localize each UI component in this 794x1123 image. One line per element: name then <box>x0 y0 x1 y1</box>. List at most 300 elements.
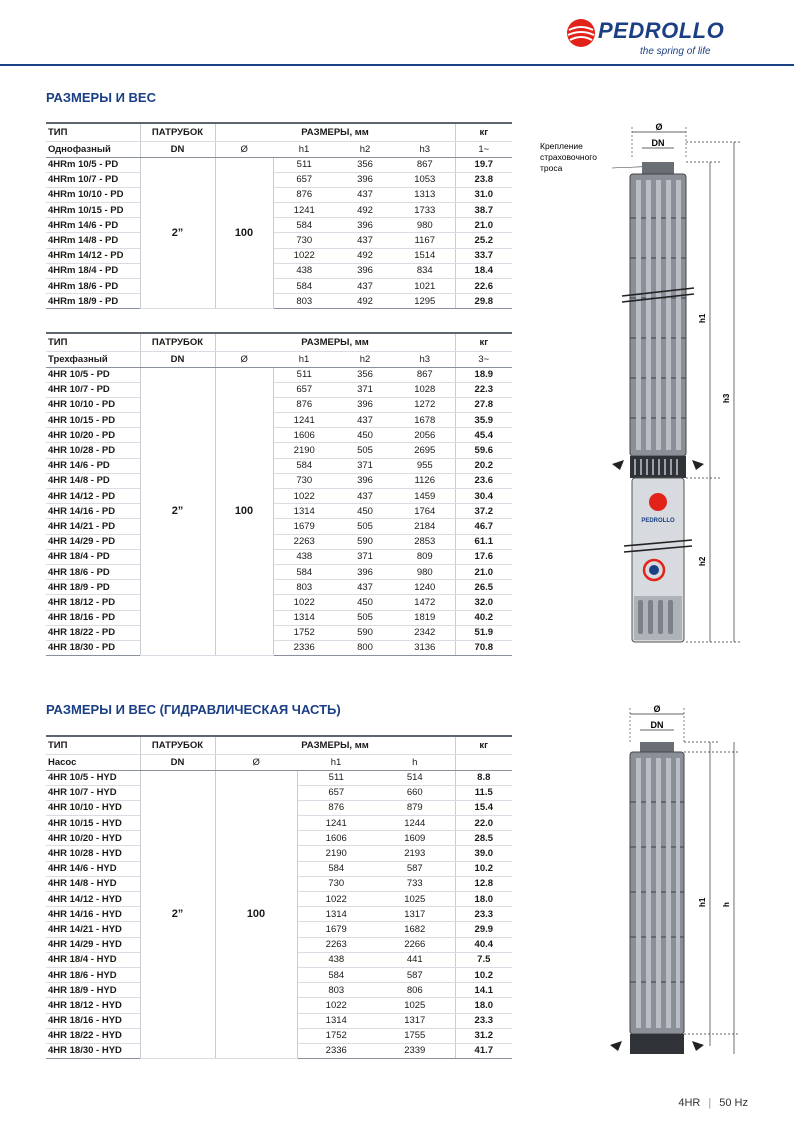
hyd-h-label: h <box>722 902 731 907</box>
cell-type: 4HR 18/9 - PD <box>46 580 140 595</box>
cell-h1: 1606 <box>297 831 375 846</box>
cell-h3: 867 <box>395 367 455 382</box>
cell-kg: 18.0 <box>455 998 512 1013</box>
header-divider <box>0 64 794 66</box>
table-row <box>46 428 512 443</box>
cell-h1: 584 <box>297 861 375 876</box>
cell-h3: 2853 <box>395 534 455 549</box>
cell-h1: 1679 <box>273 519 335 534</box>
cell-h1: 1241 <box>273 203 335 218</box>
cell-type: 4HR 14/6 - PD <box>46 458 140 473</box>
brand-name: PEDROLLO <box>598 18 725 43</box>
cell-h: 2193 <box>375 846 455 861</box>
cell-h3: 1678 <box>395 413 455 428</box>
cell-type: 4HR 18/22 - HYD <box>46 1028 140 1043</box>
cell-kg: 17.6 <box>455 549 512 564</box>
col-subheader-h1: h1 <box>297 754 375 770</box>
cell-kg: 61.1 <box>455 534 512 549</box>
cell-h3: 955 <box>395 458 455 473</box>
table-header-row <box>46 333 512 351</box>
cell-h2: 450 <box>335 428 395 443</box>
cell-type: 4HRm 18/9 - PD <box>46 294 140 309</box>
cell-type: 4HR 14/29 - HYD <box>46 937 140 952</box>
cell-kg: 8.8 <box>455 770 512 785</box>
cell-h2: 396 <box>335 397 395 412</box>
cell-type: 4HR 14/6 - HYD <box>46 861 140 876</box>
table-row <box>46 367 512 382</box>
hydraulic-dimension-drawing <box>590 702 770 1062</box>
cell-h3: 2184 <box>395 519 455 534</box>
col-subheader-type: Трехфазный <box>46 351 140 367</box>
cell-h1: 2263 <box>297 937 375 952</box>
cell-type: 4HRm 10/5 - PD <box>46 157 140 172</box>
col-header-port: ПАТРУБОК <box>140 333 215 351</box>
cell-h1: 876 <box>273 397 335 412</box>
cell-type: 4HR 14/8 - HYD <box>46 876 140 891</box>
col-subheader-type: Насос <box>46 754 140 770</box>
motor-brand-label: PEDROLLO <box>641 518 675 524</box>
cell-type: 4HR 18/6 - HYD <box>46 967 140 982</box>
cell-h1: 1314 <box>273 610 335 625</box>
cell-h3: 3136 <box>395 640 455 655</box>
cell-h1: 511 <box>273 367 335 382</box>
cell-dn: 2” <box>140 367 215 656</box>
col-header-port: ПАТРУБОК <box>140 736 215 754</box>
cell-h3: 1514 <box>395 248 455 263</box>
cell-h1: 511 <box>297 770 375 785</box>
cell-kg: 10.2 <box>455 967 512 982</box>
col-header-kg: кг <box>455 736 512 754</box>
table-row <box>46 172 512 187</box>
table-row <box>46 549 512 564</box>
cell-h1: 438 <box>273 549 335 564</box>
cell-h: 879 <box>375 800 455 815</box>
cell-h1: 876 <box>297 800 375 815</box>
cell-kg: 41.7 <box>455 1043 512 1058</box>
cell-h2: 505 <box>335 519 395 534</box>
cell-kg: 12.8 <box>455 876 512 891</box>
cell-h2: 396 <box>335 218 395 233</box>
diam-label: Ø <box>655 122 663 132</box>
cell-h3: 1240 <box>395 580 455 595</box>
cell-h2: 590 <box>335 625 395 640</box>
cell-kg: 22.0 <box>455 816 512 831</box>
footer-model: 4HR <box>678 1097 701 1109</box>
col-header-type: ТИП <box>46 736 140 754</box>
cell-h: 1682 <box>375 922 455 937</box>
cell-type: 4HR 10/5 - PD <box>46 367 140 382</box>
cell-h1: 2336 <box>273 640 335 655</box>
cell-kg: 15.4 <box>455 800 512 815</box>
table-subheader-row <box>46 351 512 367</box>
h1-label: h1 <box>698 313 707 323</box>
cell-kg: 38.7 <box>455 203 512 218</box>
table-row <box>46 534 512 549</box>
cell-type: 4HR 10/7 - PD <box>46 382 140 397</box>
table-subheader-row <box>46 141 512 157</box>
col-header-empty: РАЗМЕРЫ, мм <box>215 333 455 351</box>
cell-h1: 730 <box>273 233 335 248</box>
cell-h1: 2336 <box>297 1043 375 1058</box>
cell-h1: 1022 <box>297 998 375 1013</box>
cell-h1: 1241 <box>273 413 335 428</box>
cell-type: 4HR 10/20 - HYD <box>46 831 140 846</box>
col-subheader-h3: h3 <box>395 141 455 157</box>
cell-h3: 1472 <box>395 595 455 610</box>
table-row <box>46 443 512 458</box>
col-subheader-dn: DN <box>140 754 215 770</box>
cell-type: 4HR 10/5 - HYD <box>46 770 140 785</box>
cell-h: 1317 <box>375 907 455 922</box>
cell-dn: 2” <box>140 157 215 309</box>
col-subheader-phase: 1~ <box>455 141 512 157</box>
table-row <box>46 770 512 785</box>
cell-kg: 40.2 <box>455 610 512 625</box>
cell-h3: 1053 <box>395 172 455 187</box>
cell-type: 4HR 18/16 - PD <box>46 610 140 625</box>
cell-type: 4HR 10/15 - PD <box>46 413 140 428</box>
page-header <box>0 0 794 68</box>
cell-h1: 803 <box>297 983 375 998</box>
cell-h1: 657 <box>273 382 335 397</box>
cell-h: 1609 <box>375 831 455 846</box>
cell-h: 1755 <box>375 1028 455 1043</box>
col-header-empty: РАЗМЕРЫ, мм <box>215 123 455 141</box>
cell-h2: 492 <box>335 248 395 263</box>
cell-type: 4HR 18/16 - HYD <box>46 1013 140 1028</box>
cell-h1: 803 <box>273 580 335 595</box>
cell-kg: 30.4 <box>455 489 512 504</box>
table-row <box>46 640 512 655</box>
cell-h3: 1459 <box>395 489 455 504</box>
cell-h3: 1313 <box>395 187 455 202</box>
cell-kg: 37.2 <box>455 504 512 519</box>
cell-type: 4HR 18/30 - HYD <box>46 1043 140 1058</box>
cell-kg: 51.9 <box>455 625 512 640</box>
cell-kg: 39.0 <box>455 846 512 861</box>
table-row <box>46 279 512 294</box>
h2-label: h2 <box>698 556 707 566</box>
cell-kg: 46.7 <box>455 519 512 534</box>
brand-globe-icon <box>566 18 596 48</box>
table-row <box>46 564 512 579</box>
section-title-dimensions: РАЗМЕРЫ И ВЕС <box>46 90 156 105</box>
cell-h: 514 <box>375 770 455 785</box>
cell-h1: 2190 <box>273 443 335 458</box>
cell-type: 4HR 14/29 - PD <box>46 534 140 549</box>
table-header-row <box>46 736 512 754</box>
cell-h3: 867 <box>395 157 455 172</box>
cell-h3: 1028 <box>395 382 455 397</box>
cell-type: 4HR 10/10 - PD <box>46 397 140 412</box>
cell-kg: 28.5 <box>455 831 512 846</box>
cell-type: 4HR 14/16 - PD <box>46 504 140 519</box>
brand-logo <box>566 16 746 64</box>
cell-kg: 19.7 <box>455 157 512 172</box>
cell-h1: 1022 <box>297 892 375 907</box>
page-footer: 4HR | 50 Hz <box>678 1097 748 1109</box>
cell-kg: 21.0 <box>455 564 512 579</box>
cell-h3: 2056 <box>395 428 455 443</box>
cell-h: 587 <box>375 861 455 876</box>
cell-h1: 730 <box>297 876 375 891</box>
cell-h2: 396 <box>335 263 395 278</box>
cell-h1: 438 <box>297 952 375 967</box>
cell-kg: 29.8 <box>455 294 512 309</box>
cell-h3: 1295 <box>395 294 455 309</box>
table-row <box>46 203 512 218</box>
section-title-hydraulic: РАЗМЕРЫ И ВЕС (ГИДРАВЛИЧЕСКАЯ ЧАСТЬ) <box>46 702 341 717</box>
cell-h1: 584 <box>273 279 335 294</box>
cell-kg: 11.5 <box>455 785 512 800</box>
cell-h1: 1314 <box>273 504 335 519</box>
cell-h2: 371 <box>335 382 395 397</box>
cell-type: 4HR 14/21 - PD <box>46 519 140 534</box>
table-row <box>46 187 512 202</box>
cell-h: 1025 <box>375 998 455 1013</box>
col-header-dims: РАЗМЕРЫ, мм <box>215 736 455 754</box>
cell-type: 4HR 10/28 - PD <box>46 443 140 458</box>
col-subheader-phase: 3~ <box>455 351 512 367</box>
cell-type: 4HR 14/12 - HYD <box>46 892 140 907</box>
cell-h: 1244 <box>375 816 455 831</box>
col-subheader-h: h <box>375 754 455 770</box>
cell-h1: 1022 <box>273 248 335 263</box>
cell-kg: 23.3 <box>455 1013 512 1028</box>
cell-h3: 1819 <box>395 610 455 625</box>
col-header-type: ТИП <box>46 123 140 141</box>
table-row <box>46 625 512 640</box>
cell-h1: 803 <box>273 294 335 309</box>
cell-type: 4HR 18/12 - HYD <box>46 998 140 1013</box>
cell-kg: 14.1 <box>455 983 512 998</box>
cell-kg: 70.8 <box>455 640 512 655</box>
cell-h1: 1752 <box>273 625 335 640</box>
col-subheader-h1: h1 <box>273 141 335 157</box>
cell-kg: 7.5 <box>455 952 512 967</box>
cell-type: 4HR 14/16 - HYD <box>46 907 140 922</box>
cell-h2: 437 <box>335 580 395 595</box>
cell-diam: 100 <box>215 157 273 309</box>
cell-kg: 29.9 <box>455 922 512 937</box>
cell-h1: 511 <box>273 157 335 172</box>
cell-type: 4HRm 14/8 - PD <box>46 233 140 248</box>
cell-h3: 1764 <box>395 504 455 519</box>
col-subheader-diam: Ø <box>215 351 273 367</box>
cell-dn: 2” <box>140 770 215 1059</box>
cell-type: 4HR 18/4 - HYD <box>46 952 140 967</box>
table-row <box>46 473 512 488</box>
cell-type: 4HR 18/6 - PD <box>46 564 140 579</box>
cell-diam: 100 <box>215 367 273 656</box>
cell-h: 660 <box>375 785 455 800</box>
col-subheader-diam: Ø <box>215 141 273 157</box>
col-header-port: ПАТРУБОК <box>140 123 215 141</box>
col-subheader-dn: DN <box>140 351 215 367</box>
cell-h3: 980 <box>395 218 455 233</box>
cell-h: 587 <box>375 967 455 982</box>
col-subheader-h1: h1 <box>273 351 335 367</box>
cell-h2: 505 <box>335 443 395 458</box>
cell-type: 4HR 14/21 - HYD <box>46 922 140 937</box>
cell-type: 4HR 18/30 - PD <box>46 640 140 655</box>
table-row <box>46 294 512 309</box>
cell-h: 733 <box>375 876 455 891</box>
cell-h3: 834 <box>395 263 455 278</box>
cell-h3: 809 <box>395 549 455 564</box>
cell-h2: 492 <box>335 203 395 218</box>
col-subheader-kg-empty <box>455 754 512 770</box>
cell-type: 4HRm 14/12 - PD <box>46 248 140 263</box>
cell-h1: 1752 <box>297 1028 375 1043</box>
cell-h: 806 <box>375 983 455 998</box>
table-row <box>46 458 512 473</box>
cell-h1: 1022 <box>273 595 335 610</box>
cell-h2: 437 <box>335 233 395 248</box>
cell-kg: 26.5 <box>455 580 512 595</box>
cell-h1: 1679 <box>297 922 375 937</box>
cell-h3: 2695 <box>395 443 455 458</box>
cell-h2: 492 <box>335 294 395 309</box>
cell-type: 4HR 10/7 - HYD <box>46 785 140 800</box>
cell-h1: 657 <box>297 785 375 800</box>
table-row <box>46 489 512 504</box>
col-subheader-h3: h3 <box>395 351 455 367</box>
cell-h3: 1733 <box>395 203 455 218</box>
cell-h1: 1314 <box>297 907 375 922</box>
cell-type: 4HR 18/9 - HYD <box>46 983 140 998</box>
table-row <box>46 504 512 519</box>
col-header-type: ТИП <box>46 333 140 351</box>
cell-diam: 100 <box>215 770 297 1059</box>
cell-kg: 18.0 <box>455 892 512 907</box>
table-row <box>46 157 512 172</box>
table-row <box>46 218 512 233</box>
cell-h3: 2342 <box>395 625 455 640</box>
footer-frequency: 50 Hz <box>719 1097 748 1109</box>
cell-type: 4HR 18/4 - PD <box>46 549 140 564</box>
cell-kg: 27.8 <box>455 397 512 412</box>
cell-h2: 356 <box>335 157 395 172</box>
cell-type: 4HRm 10/7 - PD <box>46 172 140 187</box>
table-row <box>46 580 512 595</box>
cell-type: 4HRm 14/6 - PD <box>46 218 140 233</box>
table-row <box>46 595 512 610</box>
cell-h1: 876 <box>273 187 335 202</box>
cell-h: 441 <box>375 952 455 967</box>
cell-h1: 584 <box>297 967 375 982</box>
brand-tagline: the spring of life <box>640 46 711 57</box>
hyd-dn-label: DN <box>650 720 664 730</box>
cell-h2: 800 <box>335 640 395 655</box>
cell-type: 4HR 10/10 - HYD <box>46 800 140 815</box>
cell-type: 4HRm 18/4 - PD <box>46 263 140 278</box>
cell-h1: 584 <box>273 218 335 233</box>
cell-type: 4HR 10/15 - HYD <box>46 816 140 831</box>
table-row <box>46 397 512 412</box>
cell-kg: 10.2 <box>455 861 512 876</box>
cell-h2: 396 <box>335 172 395 187</box>
cell-kg: 20.2 <box>455 458 512 473</box>
cell-type: 4HR 18/12 - PD <box>46 595 140 610</box>
table-three-phase <box>46 332 512 656</box>
cell-kg: 23.8 <box>455 172 512 187</box>
cell-kg: 31.2 <box>455 1028 512 1043</box>
cell-kg: 35.9 <box>455 413 512 428</box>
cell-h2: 396 <box>335 473 395 488</box>
cell-h3: 1167 <box>395 233 455 248</box>
cell-h2: 437 <box>335 187 395 202</box>
cell-h2: 371 <box>335 458 395 473</box>
table-single-phase <box>46 122 512 309</box>
col-header-kg: кг <box>455 333 512 351</box>
cell-h1: 1606 <box>273 428 335 443</box>
cell-kg: 45.4 <box>455 428 512 443</box>
cell-kg: 25.2 <box>455 233 512 248</box>
cell-h1: 1241 <box>297 816 375 831</box>
cell-type: 4HRm 10/10 - PD <box>46 187 140 202</box>
cell-kg: 22.6 <box>455 279 512 294</box>
cell-h2: 590 <box>335 534 395 549</box>
cell-kg: 32.0 <box>455 595 512 610</box>
cell-kg: 23.3 <box>455 907 512 922</box>
table-row <box>46 263 512 278</box>
cell-h1: 438 <box>273 263 335 278</box>
col-subheader-h2: h2 <box>335 351 395 367</box>
cell-kg: 22.3 <box>455 382 512 397</box>
table-row <box>46 413 512 428</box>
cell-h3: 1021 <box>395 279 455 294</box>
cell-h: 1025 <box>375 892 455 907</box>
table-header-row <box>46 123 512 141</box>
cell-kg: 23.6 <box>455 473 512 488</box>
cell-h1: 1022 <box>273 489 335 504</box>
cell-h1: 584 <box>273 564 335 579</box>
col-subheader-diam: Ø <box>215 754 297 770</box>
table-row <box>46 382 512 397</box>
cell-h1: 2263 <box>273 534 335 549</box>
cell-h1: 1314 <box>297 1013 375 1028</box>
cell-h2: 437 <box>335 279 395 294</box>
pump-dimension-drawing <box>520 118 770 668</box>
table-row <box>46 248 512 263</box>
cell-h: 2339 <box>375 1043 455 1058</box>
cell-h1: 657 <box>273 172 335 187</box>
dn-label: DN <box>651 138 665 148</box>
cell-h2: 505 <box>335 610 395 625</box>
cell-h3: 1272 <box>395 397 455 412</box>
cell-kg: 18.9 <box>455 367 512 382</box>
col-subheader-h2: h2 <box>335 141 395 157</box>
cell-type: 4HR 10/20 - PD <box>46 428 140 443</box>
cell-h2: 371 <box>335 549 395 564</box>
cell-h2: 450 <box>335 504 395 519</box>
cell-h1: 584 <box>273 458 335 473</box>
cell-kg: 40.4 <box>455 937 512 952</box>
cell-h: 2266 <box>375 937 455 952</box>
cell-h2: 437 <box>335 489 395 504</box>
table-row <box>46 610 512 625</box>
cell-type: 4HR 14/12 - PD <box>46 489 140 504</box>
cell-kg: 18.4 <box>455 263 512 278</box>
cell-h1: 730 <box>273 473 335 488</box>
table-row <box>46 519 512 534</box>
table-row <box>46 233 512 248</box>
cell-kg: 59.6 <box>455 443 512 458</box>
table-subheader-row <box>46 754 512 770</box>
cable-note-line1: Крепление <box>540 141 583 151</box>
cell-type: 4HRm 10/15 - PD <box>46 203 140 218</box>
